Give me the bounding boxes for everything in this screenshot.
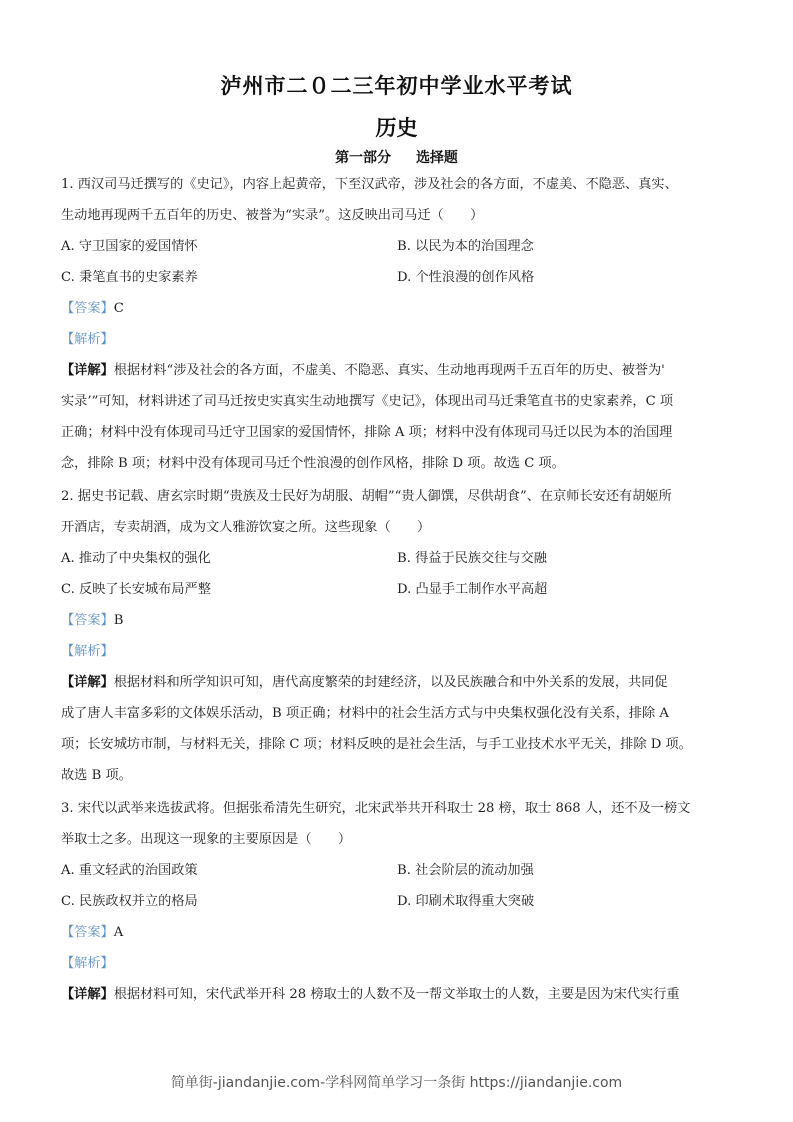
q2-option-c: C. 反映了长安城布局严整 <box>61 582 211 597</box>
detail-label: 【详解】 <box>61 675 114 690</box>
q1-detail-line3: 正确；材料中没有体现司马迁守卫国家的爱国情怀，排除 A 项；材料中没有体现司马迁以民为本的治国理 <box>61 425 673 440</box>
exam-title: 泸州市二０二三年初中学业水平考试 <box>220 73 573 98</box>
q1-detail-line4: 念，排除 B 项；材料中没有体现司马迁个性浪漫的创作风格，排除 D 项。故选 C 项。 <box>61 456 565 471</box>
part-label: 第一部分 <box>335 150 392 166</box>
q1-option-d: D. 个性浪漫的创作风格 <box>397 270 535 285</box>
answer-label: 【答案】 <box>61 301 114 316</box>
q3-option-c: C. 民族政权并立的格局 <box>61 894 198 909</box>
detail-text: 根据材料“涉及社会的各方面，不虚美、不隐恶、真实、生动地再现两千五百年的历史、被誉为' <box>113 363 665 378</box>
detail-text: 根据材料和所学知识可知，唐代高度繁荣的封建经济，以及民族融合和中外关系的发展，共同促 <box>113 675 668 690</box>
answer-label: 【答案】 <box>61 613 114 628</box>
detail-label: 【详解】 <box>61 987 114 1002</box>
q3-detail-line1 <box>61 987 680 1003</box>
q1-stem-line1: 1. 西汉司马迁撰写的《史记》，内容上起黄帝，下至汉武帝，涉及社会的各方面，不虚美、不隐恶、真实、 <box>61 177 678 192</box>
q1-detail-line1 <box>61 363 665 379</box>
q2-stem-line2: 开酒店，专卖胡酒，成为文人雅游饮宴之所。这些现象（ ） <box>61 520 431 535</box>
q2-option-b: B. 得益于民族交往与交融 <box>397 551 547 566</box>
section-heading <box>0 147 793 167</box>
answer-value: B <box>113 613 124 628</box>
analysis-label: 【解析】 <box>61 332 114 347</box>
q3-answer <box>61 925 123 941</box>
subject-title: 历史 <box>375 115 418 140</box>
q2-detail-line1 <box>61 675 668 691</box>
q2-analysis-label <box>61 644 114 660</box>
q1-answer <box>61 301 124 317</box>
q2-option-a: A. 推动了中央集权的强化 <box>61 551 211 566</box>
q3-option-a: A. 重文轻武的治国政策 <box>61 863 198 878</box>
q2-option-d: D. 凸显手工制作水平高超 <box>397 582 548 597</box>
answer-value: A <box>113 925 124 940</box>
q2-stem-line1: 2. 据史书记载、唐玄宗时期“贵族及士民好为胡服、胡帽”“贵人御馔，尽供胡食”、在京师长安还有胡姬所 <box>61 489 672 504</box>
q2-detail-line3: 项；长安城坊市制，与材料无关，排除 C 项；材料反映的是社会生活，与手工业技术水平无关，排除 D 项。 <box>61 737 692 752</box>
answer-label: 【答案】 <box>61 925 114 940</box>
q2-answer <box>61 613 123 629</box>
q1-option-c: C. 秉笔直书的史家素养 <box>61 270 198 285</box>
q1-option-b: B. 以民为本的治国理念 <box>397 239 534 254</box>
q2-detail-line2: 成了唐人丰富多彩的文体娱乐活动，B 项正确；材料中的社会生活方式与中央集权强化没有关系，排除 A <box>61 706 669 721</box>
q3-option-d: D. 印刷术取得重大突破 <box>397 894 535 909</box>
q3-stem-line2: 举取士之多。出现这一现象的主要原因是（ ） <box>61 832 352 847</box>
detail-label: 【详解】 <box>61 363 114 378</box>
analysis-label: 【解析】 <box>61 644 114 659</box>
section-label: 选择题 <box>415 150 458 166</box>
answer-value: C <box>113 301 124 316</box>
q1-detail-line2: 实录’”可知，材料讲述了司马迁按史实真实生动地撰写《史记》，体现出司马迁秉笔直书的史家素养，C 项 <box>61 394 674 409</box>
q1-stem-line2: 生动地再现两千五百年的历史、被誉为“实录”。这反映出司马迁（ ） <box>61 208 484 223</box>
q3-option-b: B. 社会阶层的流动加强 <box>397 863 534 878</box>
q3-stem-line1: 3. 宋代以武举来选拔武将。但据张希清先生研究，北宋武举共开科取士 28 榜，取士 868 人，还不及一榜文 <box>61 801 691 816</box>
q1-analysis-label <box>61 332 114 348</box>
detail-text: 根据材料可知，宋代武举开科 28 榜取士的人数不及一帮文举取士的人数，主要是因为宋代实行重 <box>113 987 680 1002</box>
footer-watermark: 简单街-jiandanjie.com-学科网简单学习一条街 https://jiandanjie.com <box>170 1075 623 1091</box>
q3-analysis-label <box>61 956 114 972</box>
analysis-label: 【解析】 <box>61 956 114 971</box>
q1-option-a: A. 守卫国家的爱国情怀 <box>61 239 198 254</box>
q2-detail-line4: 故选 B 项。 <box>61 768 132 783</box>
